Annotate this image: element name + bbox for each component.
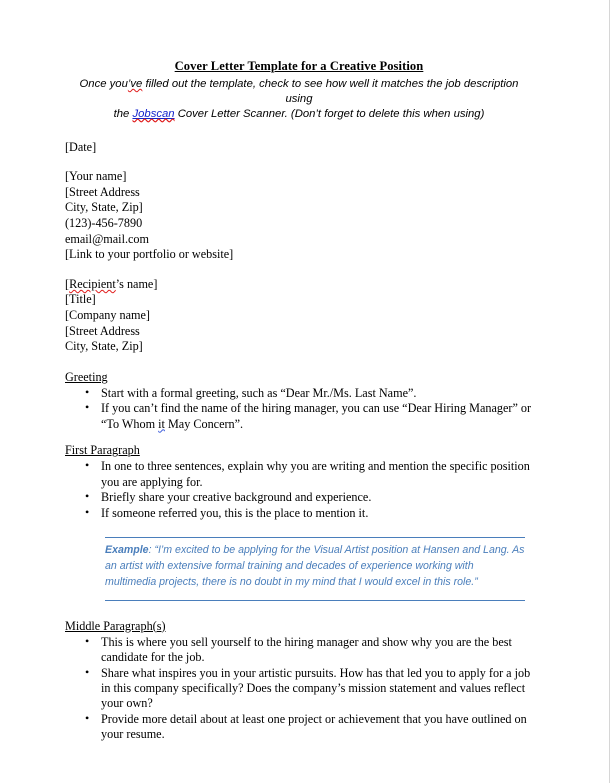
section-heading-first-paragraph: First Paragraph bbox=[65, 443, 140, 458]
bullet-text-part-2: May Concern”. bbox=[164, 416, 244, 431]
list-item: • In one to three sentences, explain why you are writing and mention the specific position you are applying for. bbox=[101, 459, 533, 490]
date-placeholder[interactable]: [Date] bbox=[65, 139, 97, 154]
jobscan-link-label: Jobscan bbox=[132, 107, 175, 120]
example-callout-box bbox=[105, 537, 525, 601]
date-block bbox=[65, 140, 533, 156]
list-item: • Briefly share your creative background and experience. bbox=[101, 490, 533, 505]
sender-line[interactable]: [Street Address bbox=[65, 184, 140, 199]
list-item bbox=[101, 401, 533, 432]
spacer bbox=[65, 155, 533, 169]
recipient-name-line[interactable] bbox=[65, 277, 533, 293]
subtitle-text-4: Cover Letter Scanner. (Don’t forget to delete this when using) bbox=[174, 107, 485, 120]
spacer bbox=[65, 432, 533, 443]
recipient-bracket: [ bbox=[65, 276, 70, 291]
sender-line[interactable]: [Your name] bbox=[65, 169, 127, 184]
jobscan-link[interactable] bbox=[132, 108, 174, 120]
recipient-line[interactable]: [Title] bbox=[65, 292, 96, 307]
first-paragraph-bullet-list bbox=[65, 459, 533, 521]
example-body-text: : “I’m excited to be applying for the Visual Artist position at Hansen and Lang. As an artist with extensive formal training and decades of experience working with multimedia projects, there is no doubt in my mind that I would excel in this role.” bbox=[105, 544, 525, 588]
sender-line[interactable]: (123)-456-7890 bbox=[65, 216, 143, 231]
document-title: Cover Letter Template for a Creative Position bbox=[174, 59, 424, 73]
sender-address-block bbox=[65, 169, 533, 263]
recipient-address-block bbox=[65, 277, 533, 355]
list-item: • This is where you sell yourself to the hiring manager and show why you are the best candidate for the job. bbox=[101, 635, 533, 666]
list-item: • If someone referred you, this is the place to mention it. bbox=[101, 506, 533, 521]
example-callout-text bbox=[105, 543, 525, 591]
sender-line[interactable]: [Link to your portfolio or website] bbox=[65, 247, 234, 262]
spacer bbox=[65, 263, 533, 277]
sender-line[interactable]: email@mail.com bbox=[65, 231, 149, 246]
subtitle-text-1: Once you bbox=[79, 77, 128, 90]
example-label: Example bbox=[105, 544, 149, 557]
spacer bbox=[65, 601, 533, 619]
grammar-flagged-word: it bbox=[158, 416, 165, 431]
sender-line[interactable]: City, State, Zip] bbox=[65, 200, 143, 215]
subtitle-text-3: the bbox=[113, 107, 133, 120]
recipient-name-rest: ’s name] bbox=[115, 276, 158, 291]
recipient-line[interactable]: [Street Address bbox=[65, 323, 140, 338]
document-subtitle bbox=[65, 77, 533, 122]
spacer bbox=[65, 122, 533, 140]
list-item: • Start with a formal greeting, such as “Dear Mr./Ms. Last Name”. bbox=[101, 386, 533, 401]
list-item: • Share what inspires you in your artistic pursuits. How has that led you to apply for a job in this company specifically? Does the company’s mission statement and values reflect your own? bbox=[101, 666, 533, 712]
spacer bbox=[65, 355, 533, 370]
subtitle-text-2: filled out the template, check to see how well it matches the job description using bbox=[142, 77, 519, 105]
greeting-bullet-list bbox=[65, 386, 533, 432]
subtitle-spellcheck-word: ’ve bbox=[127, 77, 143, 90]
recipient-spellcheck-word: Recipient bbox=[69, 276, 116, 291]
recipient-line[interactable]: [Company name] bbox=[65, 308, 150, 323]
recipient-line[interactable]: City, State, Zip] bbox=[65, 339, 143, 354]
list-item: • Provide more detail about at least one project or achievement that you have outlined on your resume. bbox=[101, 712, 533, 743]
document-body bbox=[65, 58, 533, 743]
middle-paragraph-bullet-list bbox=[65, 635, 533, 743]
section-heading-greeting: Greeting bbox=[65, 369, 108, 384]
section-heading-middle-paragraph: Middle Paragraph(s) bbox=[65, 618, 166, 633]
bullet-text-part-1: If you can’t find the name of the hiring manager, you can use “Dear Hiring Manager” or “To Whom bbox=[101, 401, 532, 431]
